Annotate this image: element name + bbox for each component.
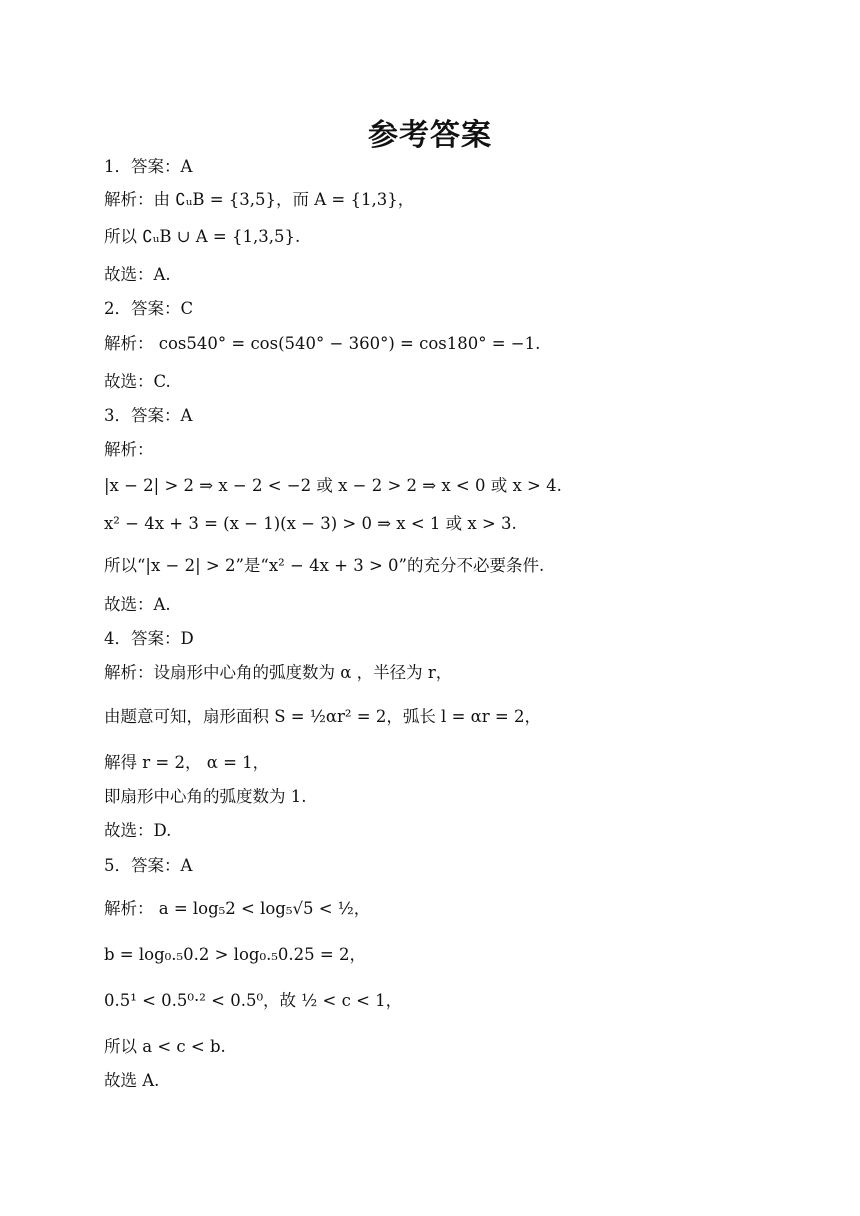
analysis-2-line-1: 解析： cos540° = cos(540° − 360°) = cos180° = −1. — [104, 334, 541, 353]
answer-1: 1．答案：A — [104, 157, 193, 176]
analysis-3-line-3: 所以“|x − 2| > 2”是“x² − 4x + 3 > 0”的充分不必要条件. — [104, 556, 545, 575]
analysis-5-line-3: 0.5¹ < 0.5⁰·² < 0.5⁰，故 ½ < c < 1， — [104, 991, 403, 1010]
choice-2: 故选：C. — [104, 372, 171, 391]
analysis-4-line-1: 解析：设扇形中心角的弧度数为 α ，半径为 r， — [104, 663, 453, 682]
answer-4: 4．答案：D — [104, 629, 194, 648]
analysis-4-line-2: 由题意可知，扇形面积 S = ½αr² = 2，弧长 l = αr = 2， — [104, 707, 541, 726]
analysis-3-label: 解析： — [104, 440, 154, 459]
answer-2: 2．答案：C — [104, 299, 194, 318]
analysis-5-line-1: 解析： a = log₅2 < log₅√5 < ½， — [104, 899, 371, 918]
analysis-4-line-3: 解得 r = 2， α = 1， — [104, 753, 270, 772]
analysis-4-line-4: 即扇形中心角的弧度数为 1. — [104, 787, 307, 806]
analysis-1-line-1: 解析：由 ∁ᵤB = {3,5}，而 A = {1,3}， — [104, 190, 415, 209]
analysis-3-line-1: |x − 2| > 2 ⇒ x − 2 < −2 或 x − 2 > 2 ⇒ x < 0 或 x > 4. — [104, 476, 562, 495]
choice-3: 故选：A. — [104, 595, 171, 614]
choice-4: 故选：D. — [104, 821, 172, 840]
analysis-5-line-2: b = log₀.₅0.2 > log₀.₅0.25 = 2， — [104, 945, 366, 964]
answer-3: 3．答案：A — [104, 406, 193, 425]
analysis-5-line-4: 所以 a < c < b. — [104, 1037, 226, 1056]
analysis-3-line-2: x² − 4x + 3 = (x − 1)(x − 3) > 0 ⇒ x < 1 或 x > 3. — [104, 514, 517, 533]
analysis-1-line-2: 所以 ∁ᵤB ∪ A = {1,3,5}. — [104, 227, 301, 246]
answer-5: 5．答案：A — [104, 856, 193, 875]
choice-1: 故选：A. — [104, 265, 171, 284]
page-title: 参考答案 — [368, 118, 492, 153]
choice-5: 故选 A. — [104, 1071, 160, 1090]
